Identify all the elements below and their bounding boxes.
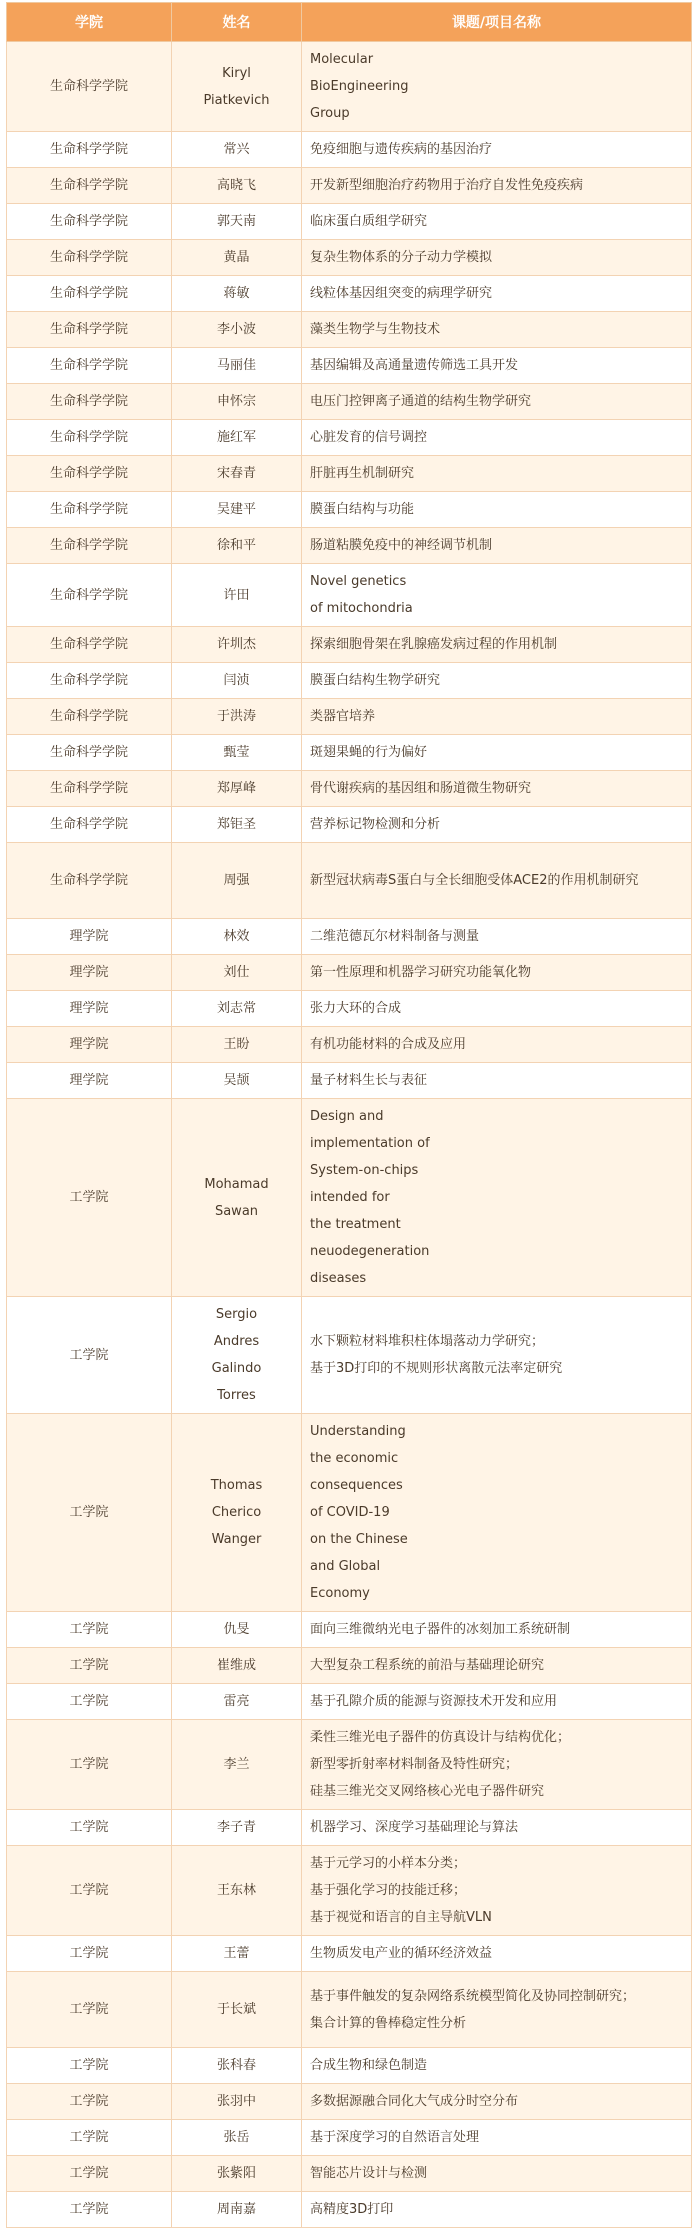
table-row [7, 1936, 692, 1972]
name-cell: 于长斌 [172, 1972, 302, 2048]
table-row [7, 843, 692, 919]
project-cell: 张力大环的合成 [302, 991, 692, 1027]
name-cell: 马丽佳 [172, 348, 302, 384]
name-cell: 宋春青 [172, 456, 302, 492]
header-college: 学院 [7, 3, 172, 42]
college-cell: 生命科学学院 [7, 420, 172, 456]
college-cell: 生命科学学院 [7, 168, 172, 204]
name-cell: 刘仕 [172, 955, 302, 991]
name-cell: 张科春 [172, 2048, 302, 2084]
project-cell: 藻类生物学与生物技术 [302, 312, 692, 348]
name-cell: Sergio Andres Galindo Torres [172, 1297, 302, 1414]
project-cell: 基于事件触发的复杂网络系统模型简化及协同控制研究； 集合计算的鲁棒稳定性分析 [302, 1972, 692, 2048]
college-cell: 生命科学学院 [7, 807, 172, 843]
project-cell: 骨代谢疾病的基因组和肠道微生物研究 [302, 771, 692, 807]
project-cell: 基于元学习的小样本分类； 基于强化学习的技能迁移； 基于视觉和语言的自主导航VLN [302, 1846, 692, 1936]
project-cell: 高精度3D打印 [302, 2192, 692, 2228]
name-cell: 雷亮 [172, 1684, 302, 1720]
project-cell: 肝脏再生机制研究 [302, 456, 692, 492]
table-row [7, 132, 692, 168]
table-row [7, 276, 692, 312]
project-cell: 电压门控钾离子通道的结构生物学研究 [302, 384, 692, 420]
table-row [7, 564, 692, 627]
table-row [7, 42, 692, 132]
college-cell: 生命科学学院 [7, 132, 172, 168]
college-cell: 工学院 [7, 1972, 172, 2048]
project-cell: 类器官培养 [302, 699, 692, 735]
name-cell: 蒋敏 [172, 276, 302, 312]
college-cell: 工学院 [7, 1936, 172, 1972]
table-row [7, 1684, 692, 1720]
college-cell: 工学院 [7, 1612, 172, 1648]
name-cell: 郭天南 [172, 204, 302, 240]
header-name: 姓名 [172, 3, 302, 42]
name-cell: 李小波 [172, 312, 302, 348]
table-row [7, 1099, 692, 1297]
college-cell: 生命科学学院 [7, 771, 172, 807]
name-cell: 常兴 [172, 132, 302, 168]
project-cell: 肠道粘膜免疫中的神经调节机制 [302, 528, 692, 564]
project-cell: Novel genetics of mitochondria [302, 564, 692, 627]
table-row [7, 955, 692, 991]
project-cell: 基因编辑及高通量遗传筛选工具开发 [302, 348, 692, 384]
project-cell: 探索细胞骨架在乳腺癌发病过程的作用机制 [302, 627, 692, 663]
project-cell: 合成生物和绿色制造 [302, 2048, 692, 2084]
table-row [7, 312, 692, 348]
table-row [7, 1414, 692, 1612]
table-row [7, 2048, 692, 2084]
project-cell: 机器学习、深度学习基础理论与算法 [302, 1810, 692, 1846]
table-row [7, 2156, 692, 2192]
table-body [7, 42, 692, 2228]
name-cell: 吴建平 [172, 492, 302, 528]
college-cell: 生命科学学院 [7, 699, 172, 735]
project-cell: 线粒体基因组突变的病理学研究 [302, 276, 692, 312]
project-cell: 生物质发电产业的循环经济效益 [302, 1936, 692, 1972]
name-cell: Mohamad Sawan [172, 1099, 302, 1297]
college-cell: 工学院 [7, 2192, 172, 2228]
table-row [7, 807, 692, 843]
name-cell: Thomas Cherico Wanger [172, 1414, 302, 1612]
table-row [7, 2120, 692, 2156]
table-row [7, 168, 692, 204]
college-cell: 工学院 [7, 1720, 172, 1810]
header-row [7, 3, 692, 42]
table-row [7, 1612, 692, 1648]
table-row [7, 204, 692, 240]
name-cell: 刘志常 [172, 991, 302, 1027]
name-cell: 黄晶 [172, 240, 302, 276]
project-cell: Design and implementation of System-on-chips intended for the treatment neuodegeneration diseases [302, 1099, 692, 1297]
project-cell: Understanding the economic consequences of COVID-19 on the Chinese and Global Economy [302, 1414, 692, 1612]
name-cell: 李子青 [172, 1810, 302, 1846]
college-cell: 工学院 [7, 2084, 172, 2120]
college-cell: 生命科学学院 [7, 312, 172, 348]
recruitment-table [6, 2, 692, 2228]
college-cell: 生命科学学院 [7, 42, 172, 132]
table-row [7, 1063, 692, 1099]
college-cell: 工学院 [7, 1648, 172, 1684]
table-row [7, 240, 692, 276]
project-cell: 第一性原理和机器学习研究功能氧化物 [302, 955, 692, 991]
name-cell: 王盼 [172, 1027, 302, 1063]
table-row [7, 627, 692, 663]
name-cell: 许圳杰 [172, 627, 302, 663]
name-cell: 王东林 [172, 1846, 302, 1936]
name-cell: 吴颉 [172, 1063, 302, 1099]
college-cell: 生命科学学院 [7, 384, 172, 420]
name-cell: 于洪涛 [172, 699, 302, 735]
college-cell: 理学院 [7, 991, 172, 1027]
table-row [7, 771, 692, 807]
project-cell: 心脏发育的信号调控 [302, 420, 692, 456]
project-cell: 营养标记物检测和分析 [302, 807, 692, 843]
project-cell: Molecular BioEngineering Group [302, 42, 692, 132]
table-row [7, 1810, 692, 1846]
name-cell: Kiryl Piatkevich [172, 42, 302, 132]
college-cell: 工学院 [7, 1846, 172, 1936]
table-row [7, 348, 692, 384]
college-cell: 工学院 [7, 1297, 172, 1414]
project-cell: 膜蛋白结构生物学研究 [302, 663, 692, 699]
project-cell: 柔性三维光电子器件的仿真设计与结构优化； 新型零折射率材料制备及特性研究； 硅基三维光交叉网络核心光电子器件研究 [302, 1720, 692, 1810]
name-cell: 甄莹 [172, 735, 302, 771]
project-cell: 面向三维微纳光电子器件的冰刻加工系统研制 [302, 1612, 692, 1648]
college-cell: 生命科学学院 [7, 276, 172, 312]
project-cell: 有机功能材料的合成及应用 [302, 1027, 692, 1063]
table-row [7, 735, 692, 771]
project-cell: 量子材料生长与表征 [302, 1063, 692, 1099]
college-cell: 生命科学学院 [7, 204, 172, 240]
name-cell: 许田 [172, 564, 302, 627]
name-cell: 仇旻 [172, 1612, 302, 1648]
name-cell: 徐和平 [172, 528, 302, 564]
college-cell: 生命科学学院 [7, 348, 172, 384]
project-cell: 基于孔隙介质的能源与资源技术开发和应用 [302, 1684, 692, 1720]
table-row [7, 663, 692, 699]
college-cell: 工学院 [7, 2120, 172, 2156]
name-cell: 申怀宗 [172, 384, 302, 420]
name-cell: 李兰 [172, 1720, 302, 1810]
table-row [7, 991, 692, 1027]
project-cell: 免疫细胞与遗传疾病的基因治疗 [302, 132, 692, 168]
college-cell: 工学院 [7, 1414, 172, 1612]
table-row [7, 1846, 692, 1936]
name-cell: 郑厚峰 [172, 771, 302, 807]
project-cell: 复杂生物体系的分子动力学模拟 [302, 240, 692, 276]
table-row [7, 1297, 692, 1414]
college-cell: 工学院 [7, 2048, 172, 2084]
name-cell: 周南嘉 [172, 2192, 302, 2228]
name-cell: 张岳 [172, 2120, 302, 2156]
college-cell: 生命科学学院 [7, 564, 172, 627]
table-row [7, 528, 692, 564]
project-cell: 智能芯片设计与检测 [302, 2156, 692, 2192]
name-cell: 周强 [172, 843, 302, 919]
college-cell: 生命科学学院 [7, 843, 172, 919]
college-cell: 理学院 [7, 1063, 172, 1099]
name-cell: 张紫阳 [172, 2156, 302, 2192]
college-cell: 工学院 [7, 1810, 172, 1846]
name-cell: 王蕾 [172, 1936, 302, 1972]
name-cell: 高晓飞 [172, 168, 302, 204]
project-cell: 基于深度学习的自然语言处理 [302, 2120, 692, 2156]
college-cell: 工学院 [7, 2156, 172, 2192]
table-row [7, 384, 692, 420]
name-cell: 郑钜圣 [172, 807, 302, 843]
college-cell: 生命科学学院 [7, 735, 172, 771]
page [0, 2, 700, 2228]
college-cell: 生命科学学院 [7, 456, 172, 492]
name-cell: 张羽中 [172, 2084, 302, 2120]
table-header [7, 3, 692, 42]
college-cell: 工学院 [7, 1684, 172, 1720]
project-cell: 临床蛋白质组学研究 [302, 204, 692, 240]
project-cell: 开发新型细胞治疗药物用于治疗自发性免疫疾病 [302, 168, 692, 204]
table-row [7, 699, 692, 735]
table-row [7, 492, 692, 528]
project-cell: 水下颗粒材料堆积柱体塌落动力学研究； 基于3D打印的不规则形状离散元法率定研究 [302, 1297, 692, 1414]
table-row [7, 2192, 692, 2228]
header-project: 课题/项目名称 [302, 3, 692, 42]
college-cell: 理学院 [7, 955, 172, 991]
project-cell: 斑翅果蝇的行为偏好 [302, 735, 692, 771]
name-cell: 施红军 [172, 420, 302, 456]
college-cell: 生命科学学院 [7, 492, 172, 528]
table-row [7, 420, 692, 456]
name-cell: 崔维成 [172, 1648, 302, 1684]
name-cell: 林效 [172, 919, 302, 955]
name-cell: 闫浈 [172, 663, 302, 699]
table-row [7, 1972, 692, 2048]
project-cell: 大型复杂工程系统的前沿与基础理论研究 [302, 1648, 692, 1684]
table-row [7, 1648, 692, 1684]
college-cell: 生命科学学院 [7, 240, 172, 276]
project-cell: 二维范德瓦尔材料制备与测量 [302, 919, 692, 955]
table-row [7, 1720, 692, 1810]
table-row [7, 2084, 692, 2120]
college-cell: 理学院 [7, 1027, 172, 1063]
project-cell: 膜蛋白结构与功能 [302, 492, 692, 528]
table-row [7, 919, 692, 955]
project-cell: 多数据源融合同化大气成分时空分布 [302, 2084, 692, 2120]
college-cell: 生命科学学院 [7, 528, 172, 564]
table-row [7, 456, 692, 492]
college-cell: 理学院 [7, 919, 172, 955]
college-cell: 工学院 [7, 1099, 172, 1297]
college-cell: 生命科学学院 [7, 627, 172, 663]
project-cell: 新型冠状病毒S蛋白与全长细胞受体ACE2的作用机制研究 [302, 843, 692, 919]
college-cell: 生命科学学院 [7, 663, 172, 699]
table-row [7, 1027, 692, 1063]
